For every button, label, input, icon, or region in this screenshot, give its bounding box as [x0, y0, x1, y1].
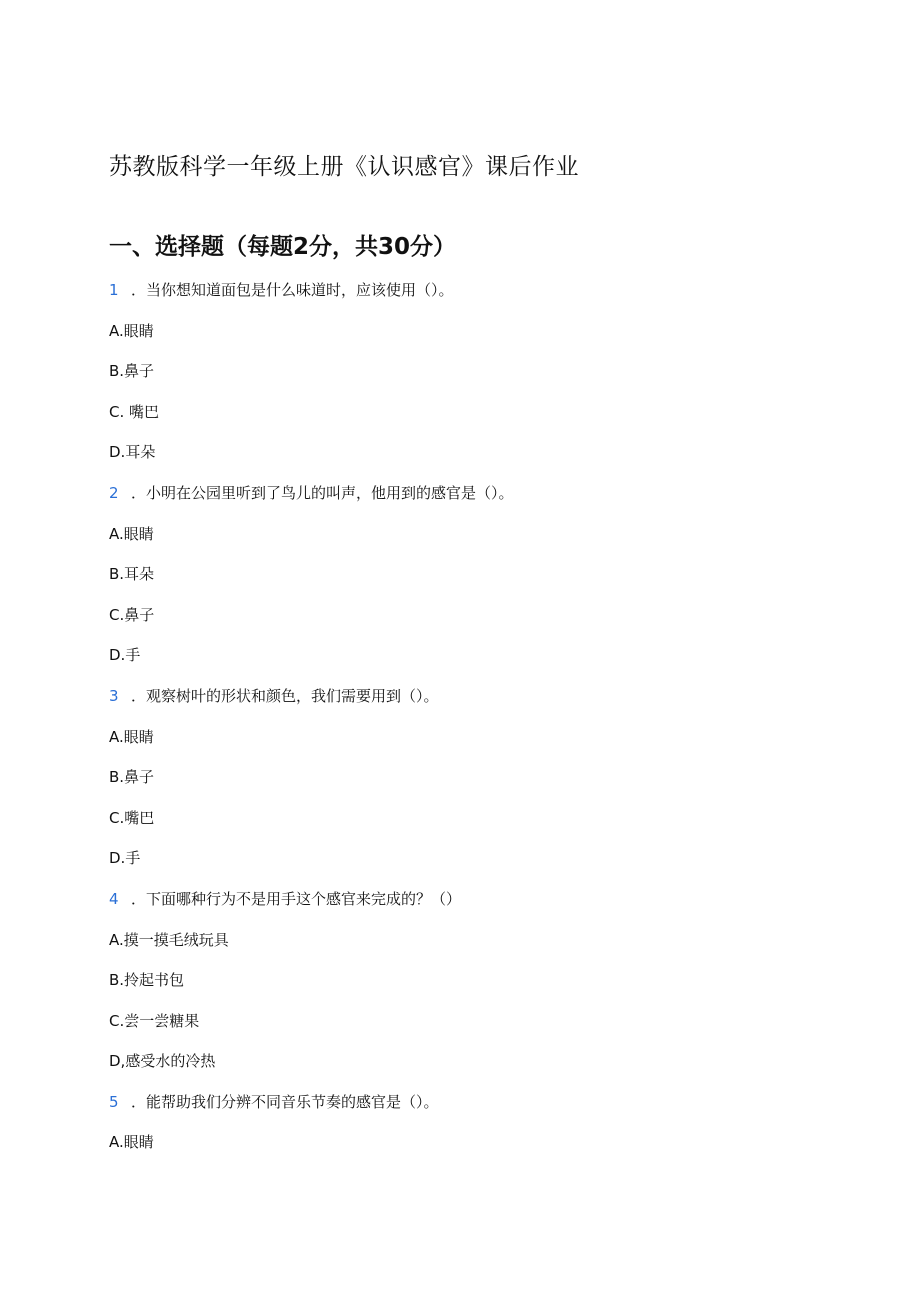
question-stem: [109, 279, 869, 320]
option-b: B.拎起书包: [109, 971, 185, 990]
question-number: 5: [109, 1092, 119, 1111]
question-number: 3: [109, 686, 119, 705]
question-text: ．观察树叶的形状和颜色，我们需要用到（）。: [131, 686, 439, 705]
option-b: B.鼻子: [109, 768, 155, 787]
question-text: ．下面哪种行为不是用手这个感官来完成的？（）: [131, 889, 462, 908]
option-d: D.手: [109, 849, 141, 868]
option-a: A.眼睛: [109, 524, 154, 543]
option-c: C.嘴巴: [109, 808, 155, 827]
option-d: D.耳朵: [109, 443, 156, 462]
option-b: B.耳朵: [109, 565, 155, 584]
option-c: C.鼻子: [109, 605, 155, 624]
option-c: C. 嘴巴: [109, 402, 160, 421]
option-d: D,感受水的冷热: [109, 1052, 216, 1071]
question-stem: [109, 1091, 869, 1132]
question-stem: [109, 685, 869, 726]
option-a: A.眼睛: [109, 727, 154, 746]
option-b: B.鼻子: [109, 362, 155, 381]
question-stem: [109, 482, 869, 523]
question-number: 2: [109, 483, 119, 502]
question-text: ．能帮助我们分辨不同音乐节奏的感官是（）。: [131, 1092, 439, 1111]
section-heading: 一、选择题（每题2分，共30分）: [109, 234, 457, 260]
option-c: C.尝一尝糖果: [109, 1011, 200, 1030]
question-number: 4: [109, 889, 119, 908]
question-number: 1: [109, 281, 119, 299]
option-a: A.眼睛: [109, 1133, 154, 1152]
question-stem: [109, 888, 869, 929]
document-title: 苏教版科学一年级上册《认识感官》课后作业: [109, 154, 579, 180]
option-a: A.眼睛: [109, 321, 154, 340]
option-a: A.摸一摸毛绒玩具: [109, 930, 229, 949]
question-text: ．当你想知道面包是什么味道时，应该使用（）。: [131, 281, 454, 299]
question-text: ．小明在公园里听到了鸟儿的叫声，他用到的感官是（）。: [131, 483, 514, 502]
question-list: [109, 279, 869, 1172]
option-d: D.手: [109, 646, 141, 665]
